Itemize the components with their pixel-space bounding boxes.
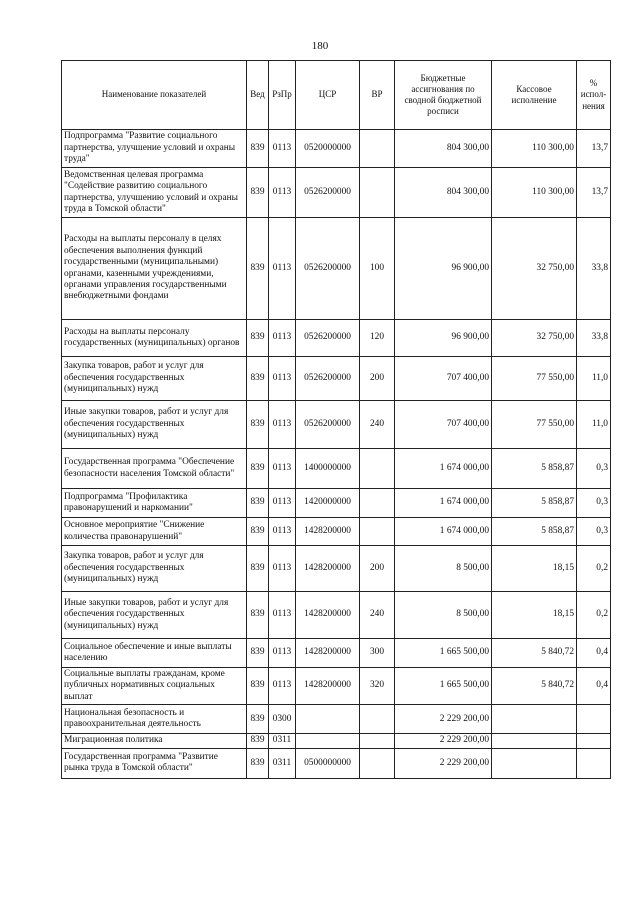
row-name: Государственная программа "Развитие рынка труда в Томской области"	[62, 748, 247, 778]
row-pct: 0,2	[577, 546, 611, 592]
budget-table	[61, 60, 611, 779]
table-row	[62, 705, 611, 734]
row-ved: 839	[247, 218, 269, 320]
row-rzpr: 0300	[269, 705, 296, 734]
header-cash: Кассовое исполнение	[492, 61, 577, 130]
row-budget: 804 300,00	[395, 168, 492, 218]
row-name: Социальное обеспечение и иные выплаты населению	[62, 639, 247, 668]
row-vr	[360, 734, 395, 748]
row-ved: 839	[247, 401, 269, 449]
row-name: Миграционная политика	[62, 734, 247, 748]
table-row	[62, 668, 611, 705]
row-cash: 32 750,00	[492, 218, 577, 320]
row-budget: 96 900,00	[395, 218, 492, 320]
row-cash: 18,15	[492, 592, 577, 639]
header-name: Наименование показателей	[62, 61, 247, 130]
row-pct: 0,3	[577, 518, 611, 546]
row-ved: 839	[247, 748, 269, 778]
header-row	[62, 61, 611, 130]
row-pct: 11,0	[577, 357, 611, 401]
row-rzpr: 0113	[269, 401, 296, 449]
row-ved: 839	[247, 357, 269, 401]
row-rzpr: 0113	[269, 357, 296, 401]
row-ved: 839	[247, 489, 269, 518]
row-csr: 0526200000	[296, 218, 360, 320]
row-rzpr: 0113	[269, 320, 296, 357]
row-cash: 110 300,00	[492, 130, 577, 168]
row-budget: 707 400,00	[395, 401, 492, 449]
row-csr	[296, 734, 360, 748]
row-pct: 0,2	[577, 592, 611, 639]
row-csr: 1428200000	[296, 592, 360, 639]
table-row	[62, 357, 611, 401]
row-vr	[360, 130, 395, 168]
page-number: 180	[311, 40, 329, 52]
row-pct: 13,7	[577, 168, 611, 218]
row-budget: 96 900,00	[395, 320, 492, 357]
row-budget: 707 400,00	[395, 357, 492, 401]
row-rzpr: 0113	[269, 518, 296, 546]
row-ved: 839	[247, 546, 269, 592]
row-cash: 77 550,00	[492, 401, 577, 449]
row-csr: 1428200000	[296, 518, 360, 546]
row-ved: 839	[247, 518, 269, 546]
row-rzpr: 0113	[269, 489, 296, 518]
row-rzpr: 0113	[269, 546, 296, 592]
row-csr: 0520000000	[296, 130, 360, 168]
row-ved: 839	[247, 734, 269, 748]
row-rzpr: 0311	[269, 734, 296, 748]
row-rzpr: 0113	[269, 592, 296, 639]
row-name: Расходы на выплаты персоналу в целях обеспечения выполнения функций государственными (муниципальными) органами, казенными учреждениями, органами управления государственными внебюджетными фондами	[62, 218, 247, 320]
table-row	[62, 218, 611, 320]
row-budget: 1 665 500,00	[395, 668, 492, 705]
table-row	[62, 320, 611, 357]
table-row	[62, 546, 611, 592]
row-name: Национальная безопасность и правоохранительная деятельность	[62, 705, 247, 734]
row-cash: 77 550,00	[492, 357, 577, 401]
table-row	[62, 518, 611, 546]
row-ved: 839	[247, 592, 269, 639]
row-vr: 240	[360, 401, 395, 449]
table-row	[62, 748, 611, 778]
row-csr: 0526200000	[296, 168, 360, 218]
row-csr: 1428200000	[296, 668, 360, 705]
table-row	[62, 168, 611, 218]
table-row	[62, 449, 611, 489]
row-budget: 1 665 500,00	[395, 639, 492, 668]
header-pct: % испол-нения	[577, 61, 611, 130]
row-budget: 8 500,00	[395, 546, 492, 592]
row-budget: 804 300,00	[395, 130, 492, 168]
row-cash: 5 840,72	[492, 668, 577, 705]
header-ved: Вед	[247, 61, 269, 130]
row-pct: 0,3	[577, 489, 611, 518]
row-name: Закупка товаров, работ и услуг для обеспечения государственных (муниципальных) нужд	[62, 357, 247, 401]
row-cash	[492, 734, 577, 748]
row-vr: 200	[360, 357, 395, 401]
table-row	[62, 592, 611, 639]
row-cash	[492, 748, 577, 778]
header-csr: ЦСР	[296, 61, 360, 130]
table-body	[62, 130, 611, 779]
header-rzpr: РзПр	[269, 61, 296, 130]
row-name: Иные закупки товаров, работ и услуг для обеспечения государственных (муниципальных) нужд	[62, 401, 247, 449]
row-vr	[360, 489, 395, 518]
row-cash	[492, 705, 577, 734]
row-csr: 1420000000	[296, 489, 360, 518]
row-cash: 110 300,00	[492, 168, 577, 218]
row-vr	[360, 705, 395, 734]
row-rzpr: 0113	[269, 668, 296, 705]
row-budget: 2 229 200,00	[395, 734, 492, 748]
header-vr: ВР	[360, 61, 395, 130]
row-name: Подпрограмма "Развитие социального партнерства, улучшение условий и охраны труда"	[62, 130, 247, 168]
table-row	[62, 130, 611, 168]
row-cash: 5 858,87	[492, 449, 577, 489]
row-vr	[360, 449, 395, 489]
row-vr: 300	[360, 639, 395, 668]
row-rzpr: 0113	[269, 449, 296, 489]
row-name: Закупка товаров, работ и услуг для обеспечения государственных (муниципальных) нужд	[62, 546, 247, 592]
row-pct: 11,0	[577, 401, 611, 449]
row-budget: 2 229 200,00	[395, 748, 492, 778]
row-budget: 8 500,00	[395, 592, 492, 639]
row-name: Основное мероприятие "Снижение количества правонарушений"	[62, 518, 247, 546]
row-cash: 5 858,87	[492, 518, 577, 546]
row-rzpr: 0113	[269, 639, 296, 668]
row-csr: 0526200000	[296, 320, 360, 357]
row-ved: 839	[247, 705, 269, 734]
row-pct: 0,4	[577, 668, 611, 705]
row-csr	[296, 705, 360, 734]
row-budget: 2 229 200,00	[395, 705, 492, 734]
row-vr: 100	[360, 218, 395, 320]
row-vr: 320	[360, 668, 395, 705]
row-vr	[360, 748, 395, 778]
row-ved: 839	[247, 449, 269, 489]
row-pct: 13,7	[577, 130, 611, 168]
row-pct	[577, 748, 611, 778]
row-cash: 5 840,72	[492, 639, 577, 668]
row-budget: 1 674 000,00	[395, 489, 492, 518]
row-cash: 32 750,00	[492, 320, 577, 357]
row-name: Социальные выплаты гражданам, кроме публичных нормативных социальных выплат	[62, 668, 247, 705]
row-pct: 33,8	[577, 218, 611, 320]
row-name: Подпрограмма "Профилактика правонарушений и наркомании"	[62, 489, 247, 518]
table-row	[62, 401, 611, 449]
row-vr	[360, 168, 395, 218]
row-ved: 839	[247, 320, 269, 357]
table-row	[62, 489, 611, 518]
row-ved: 839	[247, 130, 269, 168]
row-vr	[360, 518, 395, 546]
row-rzpr: 0113	[269, 130, 296, 168]
header-budget: Бюджетные ассигнования по сводной бюджетной росписи	[395, 61, 492, 130]
row-name: Иные закупки товаров, работ и услуг для обеспечения государственных (муниципальных) нужд	[62, 592, 247, 639]
row-vr: 120	[360, 320, 395, 357]
row-csr: 1428200000	[296, 639, 360, 668]
row-csr: 1400000000	[296, 449, 360, 489]
table-row	[62, 639, 611, 668]
table-row	[62, 734, 611, 748]
row-pct: 33,8	[577, 320, 611, 357]
row-csr: 0526200000	[296, 357, 360, 401]
row-vr: 200	[360, 546, 395, 592]
row-csr: 1428200000	[296, 546, 360, 592]
row-pct	[577, 734, 611, 748]
row-ved: 839	[247, 639, 269, 668]
row-budget: 1 674 000,00	[395, 518, 492, 546]
row-cash: 5 858,87	[492, 489, 577, 518]
row-name: Расходы на выплаты персоналу государственных (муниципальных) органов	[62, 320, 247, 357]
row-ved: 839	[247, 168, 269, 218]
row-rzpr: 0311	[269, 748, 296, 778]
row-rzpr: 0113	[269, 218, 296, 320]
row-pct: 0,3	[577, 449, 611, 489]
row-csr: 0500000000	[296, 748, 360, 778]
row-name: Государственная программа "Обеспечение безопасности населения Томской области"	[62, 449, 247, 489]
row-csr: 0526200000	[296, 401, 360, 449]
row-name: Ведомственная целевая программа "Содействие развитию социального партнерства, улучшению условий и охраны труда в Томской области"	[62, 168, 247, 218]
row-pct	[577, 705, 611, 734]
row-budget: 1 674 000,00	[395, 449, 492, 489]
row-cash: 18,15	[492, 546, 577, 592]
row-pct: 0,4	[577, 639, 611, 668]
row-rzpr: 0113	[269, 168, 296, 218]
row-ved: 839	[247, 668, 269, 705]
row-vr: 240	[360, 592, 395, 639]
